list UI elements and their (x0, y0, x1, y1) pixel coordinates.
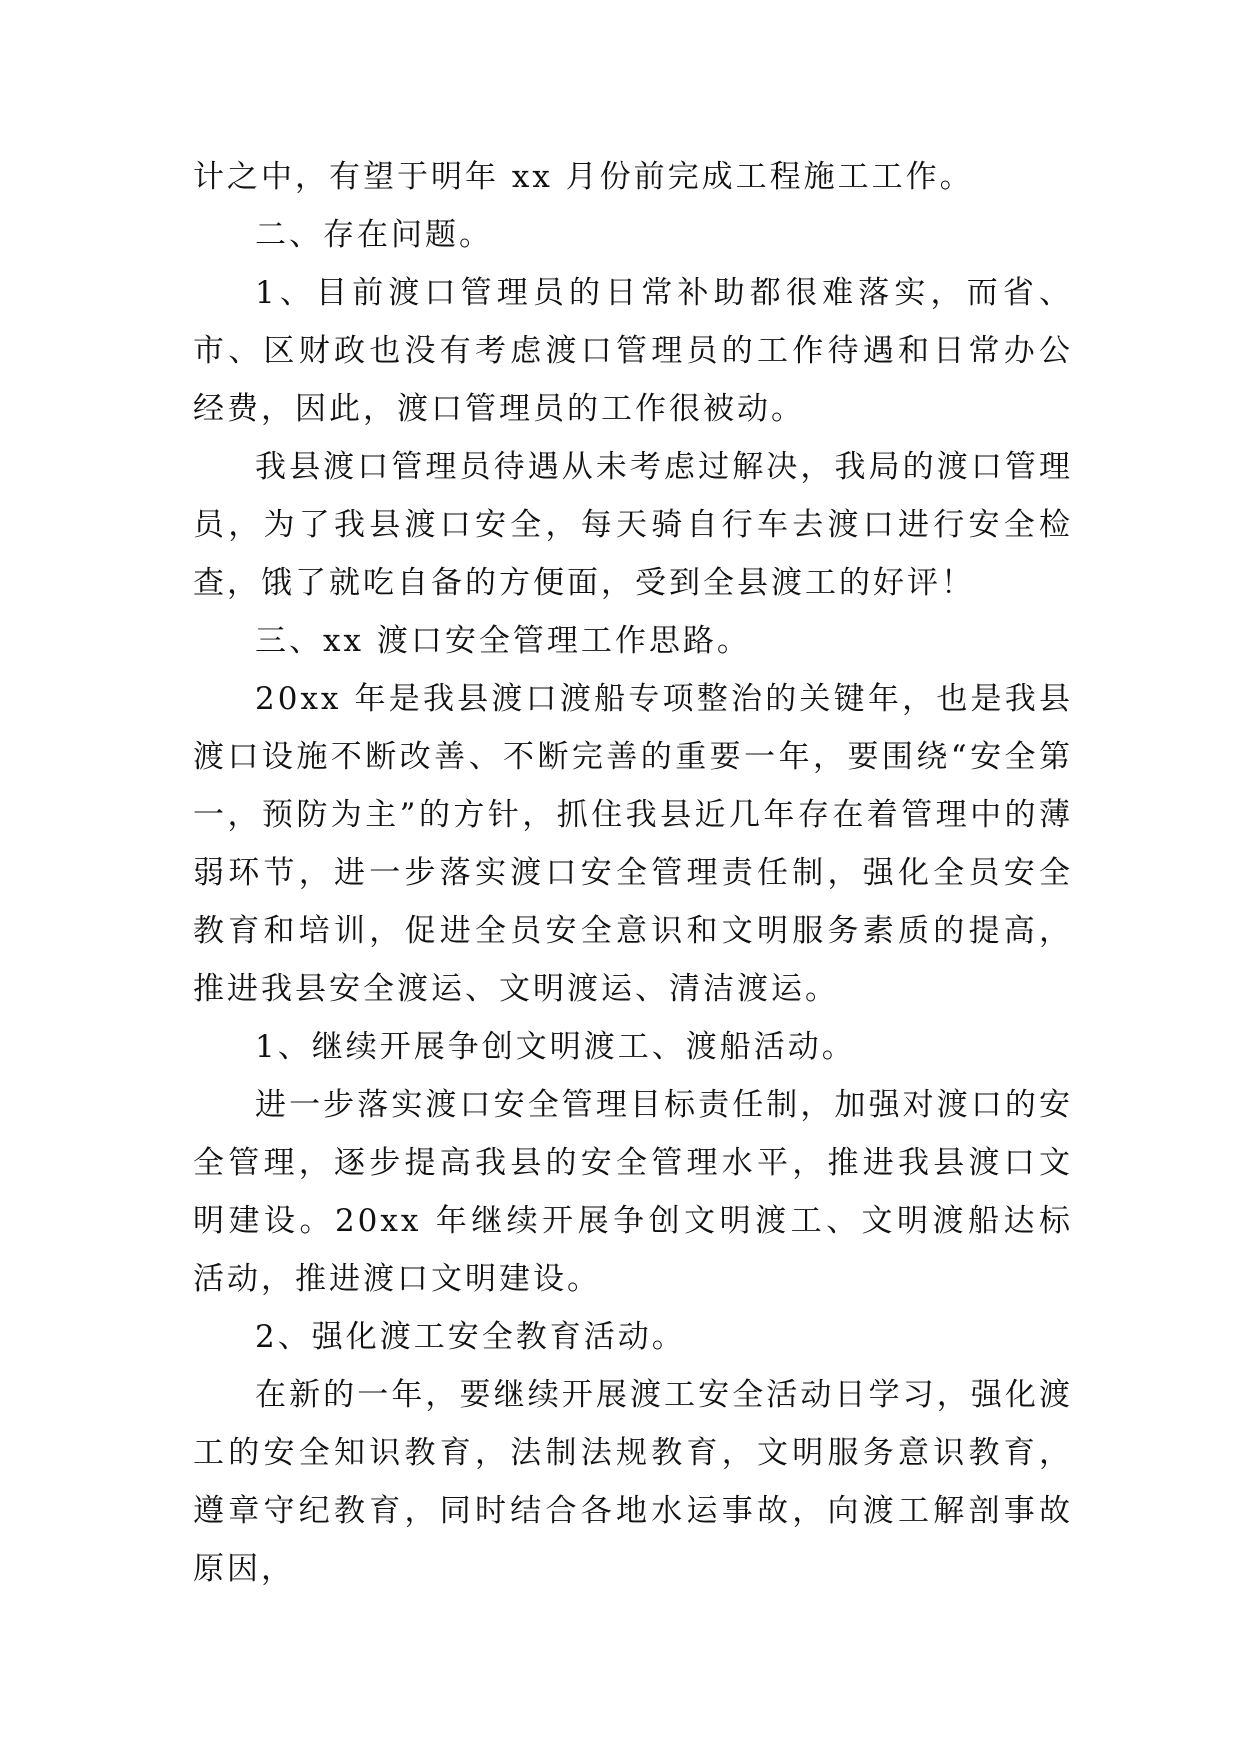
heading-safety-education: 2、强化渡工安全教育活动。 (255, 1319, 686, 1355)
heading-work-ideas: 三、xx 渡口安全管理工作思路。 (255, 623, 751, 659)
heading-existing-problems: 二、存在问题。 (255, 217, 493, 253)
document-page (193, 148, 1073, 1598)
heading-civilized-ferry: 1、继续开展争创文明渡工、渡船活动。 (255, 1029, 856, 1065)
paragraph-continuation: 计之中，有望于明年 xx 月份前完成工程施工工作。 (193, 159, 974, 195)
paragraph-responsibility: 进一步落实渡口安全管理目标责任制，加强对渡口的安全管理，逐步提高我县的安全管理水平，推进我县渡口文明建设。20xx 年继续开展争创文明渡工、文明渡船达标活动，推进渡口文明建设。 (193, 1087, 1073, 1297)
paragraph-new-year: 在新的一年，要继续开展渡工安全活动日学习，强化渡工的安全知识教育，法制法规教育，文明服务意识教育，遵章守纪教育，同时结合各地水运事故，向渡工解剖事故原因， (193, 1377, 1073, 1587)
paragraph-problem-1: 1、目前渡口管理员的日常补助都很难落实，而省、市、区财政也没有考虑渡口管理员的工作待遇和日常办公经费，因此，渡口管理员的工作很被动。 (193, 275, 1073, 427)
paragraph-manager-treatment: 我县渡口管理员待遇从未考虑过解决，我局的渡口管理员，为了我县渡口安全，每天骑自行车去渡口进行安全检查，饿了就吃自备的方便面，受到全县渡工的好评！ (193, 449, 1073, 601)
paragraph-key-year: 20xx 年是我县渡口渡船专项整治的关键年，也是我县渡口设施不断改善、不断完善的重要一年，要围绕“安全第一，预防为主”的方针，抓住我县近几年存在着管理中的薄弱环节，进一步落实渡口安全管理责任制，强化全员安全教育和培训，促进全员安全意识和文明服务素质的提高，推进我县安全渡运、文明渡运、清洁渡运。 (193, 681, 1073, 1007)
